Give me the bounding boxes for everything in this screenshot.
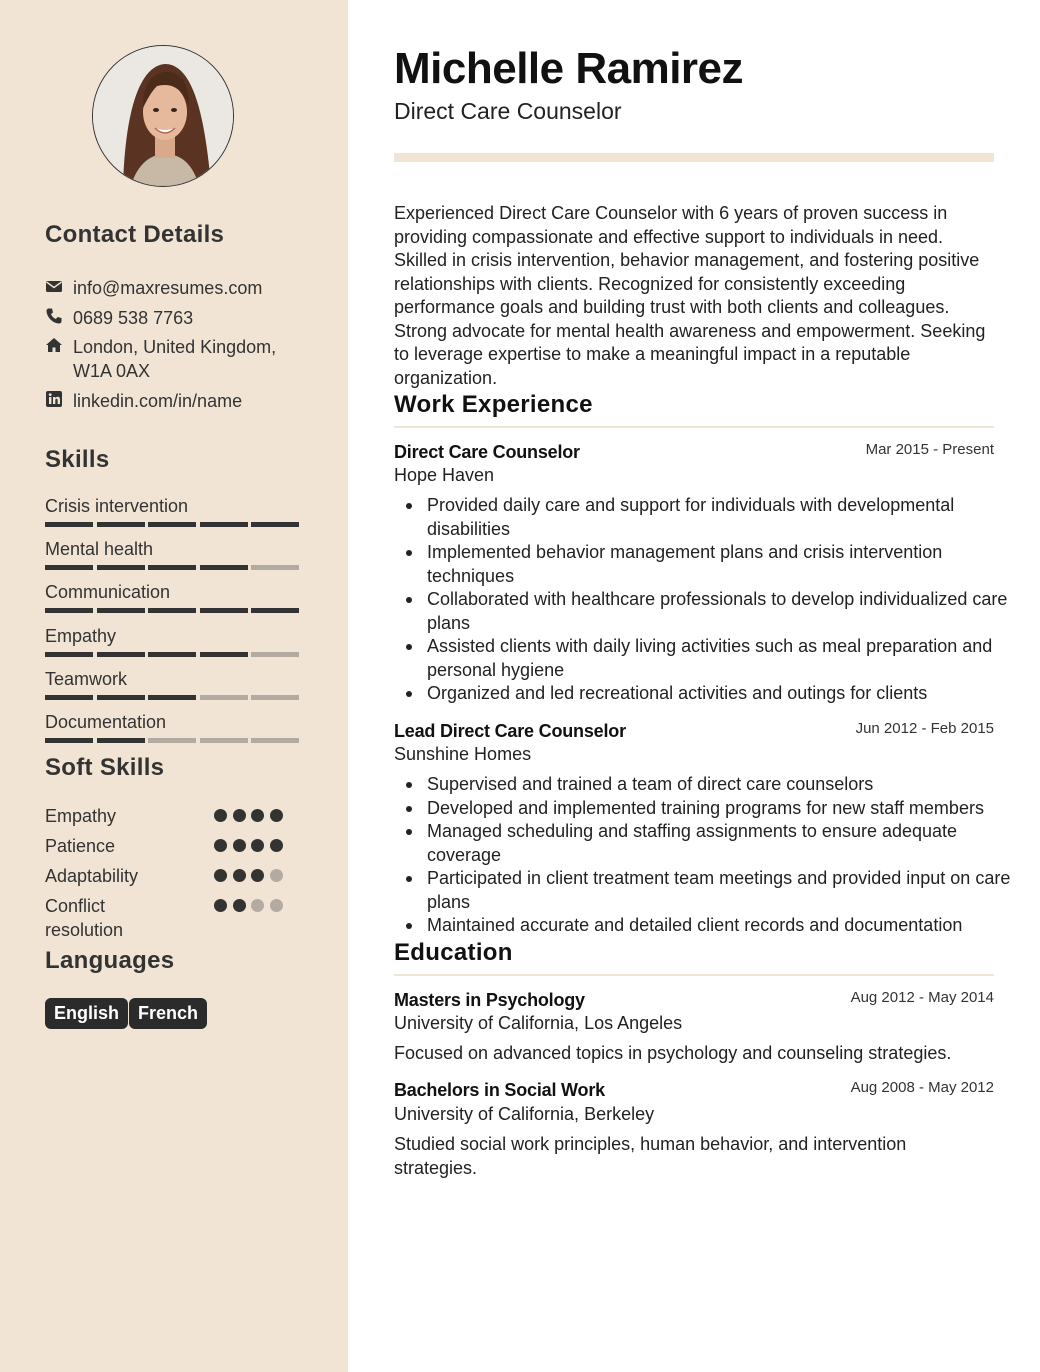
level-dot-filled bbox=[214, 839, 227, 852]
skill-bar-empty bbox=[251, 695, 299, 700]
skill-row bbox=[45, 668, 305, 690]
level-dot-filled bbox=[251, 839, 264, 852]
skill-bar-filled bbox=[45, 565, 93, 570]
skill-bar-filled bbox=[200, 652, 248, 657]
contact-address bbox=[45, 335, 325, 385]
job-1-role: Direct Care Counselor bbox=[394, 442, 580, 462]
soft-skill-label: Conflict resolution bbox=[45, 896, 124, 940]
level-dot-filled bbox=[214, 869, 227, 882]
list-item: Managed scheduling and staffing assignments to ensure adequate coverage bbox=[427, 820, 1027, 867]
edu-2-dates: Aug 2008 - May 2012 bbox=[850, 1079, 994, 1096]
skill-level-bars bbox=[45, 522, 305, 528]
profile-photo bbox=[92, 45, 234, 187]
skill-level-bars bbox=[45, 608, 305, 614]
level-dot-filled bbox=[270, 809, 283, 822]
skill-bar-filled bbox=[97, 565, 145, 570]
skill-label: Empathy bbox=[45, 625, 117, 646]
skill-bar-filled bbox=[148, 522, 196, 527]
skill-level-bars bbox=[45, 565, 305, 571]
skill-row bbox=[45, 495, 305, 517]
skill-level-bars bbox=[45, 652, 305, 658]
skill-label: Documentation bbox=[45, 712, 167, 732]
skill-bar-empty bbox=[251, 565, 299, 570]
soft-skill-row bbox=[45, 834, 305, 858]
level-dot-filled bbox=[233, 839, 246, 852]
skill-bar-filled bbox=[45, 738, 93, 743]
level-dot-filled bbox=[233, 809, 246, 822]
edu-2-school: University of California, Berkeley bbox=[394, 1104, 655, 1124]
soft-skill-label: Empathy bbox=[45, 806, 117, 826]
envelope-icon bbox=[45, 277, 63, 295]
job-1-dates: Mar 2015 - Present bbox=[865, 441, 994, 458]
list-item: Participated in client treatment team meetings and provided input on care plans bbox=[427, 867, 1027, 914]
soft-skill-label: Adaptability bbox=[45, 866, 139, 886]
edu-1-dates: Aug 2012 - May 2014 bbox=[850, 989, 994, 1006]
list-item: Collaborated with healthcare professionals to develop individualized care plans bbox=[427, 588, 1027, 635]
edu-1-degree: Masters in Psychology bbox=[394, 990, 585, 1010]
soft-skills-heading: Soft Skills bbox=[45, 754, 165, 781]
language-badge-english: English bbox=[45, 998, 128, 1029]
linkedin-text: linkedin.com/in/name bbox=[73, 391, 243, 411]
level-dot-filled bbox=[214, 809, 227, 822]
languages-heading: Languages bbox=[45, 947, 175, 974]
list-item: Provided daily care and support for individuals with developmental disabilities bbox=[427, 494, 1027, 541]
skill-bar-filled bbox=[97, 652, 145, 657]
education-heading: Education bbox=[394, 939, 513, 966]
skill-bar-filled bbox=[148, 608, 196, 613]
job-1-bullets bbox=[394, 494, 1027, 706]
title-divider bbox=[394, 153, 994, 162]
level-dot-filled bbox=[251, 809, 264, 822]
list-item: Maintained accurate and detailed client records and documentation bbox=[427, 914, 1027, 938]
skill-bar-filled bbox=[148, 652, 196, 657]
soft-skill-row bbox=[45, 864, 305, 888]
level-dot-empty bbox=[251, 899, 264, 912]
job-2-dates: Jun 2012 - Feb 2015 bbox=[855, 720, 994, 737]
list-item: Supervised and trained a team of direct care counselors bbox=[427, 773, 1027, 797]
skills-heading: Skills bbox=[45, 446, 110, 473]
skill-bar-filled bbox=[45, 608, 93, 613]
skill-bar-filled bbox=[97, 695, 145, 700]
education-divider bbox=[394, 974, 994, 976]
skill-bar-empty bbox=[200, 695, 248, 700]
skill-bar-filled bbox=[200, 608, 248, 613]
job-1-org: Hope Haven bbox=[394, 465, 495, 485]
candidate-title: Direct Care Counselor bbox=[394, 98, 622, 124]
candidate-name: Michelle Ramirez bbox=[394, 44, 744, 93]
level-dot-filled bbox=[270, 839, 283, 852]
linkedin-icon bbox=[45, 390, 63, 408]
job-2-role: Lead Direct Care Counselor bbox=[394, 721, 626, 741]
skill-row bbox=[45, 581, 305, 603]
language-badge-french: French bbox=[129, 998, 207, 1029]
phone-icon bbox=[45, 307, 63, 325]
phone-text: 0689 538 7763 bbox=[73, 308, 194, 328]
skill-bar-empty bbox=[200, 738, 248, 743]
skill-bar-filled bbox=[45, 695, 93, 700]
soft-skill-level-dots bbox=[214, 894, 294, 954]
level-dot-filled bbox=[233, 899, 246, 912]
level-dot-filled bbox=[214, 899, 227, 912]
skill-bar-filled bbox=[148, 695, 196, 700]
skill-bar-filled bbox=[45, 652, 93, 657]
skill-bar-filled bbox=[45, 522, 93, 527]
skill-row bbox=[45, 711, 305, 733]
edu-2-degree: Bachelors in Social Work bbox=[394, 1080, 605, 1100]
soft-skill-row bbox=[45, 804, 305, 828]
address-line1: London, United Kingdom, bbox=[73, 337, 277, 357]
skill-bar-empty bbox=[148, 738, 196, 743]
edu-1-desc: Focused on advanced topics in psychology and counseling strategies. bbox=[394, 1043, 952, 1063]
skill-bar-filled bbox=[97, 522, 145, 527]
skill-bar-filled bbox=[148, 565, 196, 570]
level-dot-filled bbox=[233, 869, 246, 882]
skill-bar-filled bbox=[251, 608, 299, 613]
skill-bar-empty bbox=[251, 652, 299, 657]
soft-skill-label: Patience bbox=[45, 836, 116, 856]
email-text: info@maxresumes.com bbox=[73, 278, 263, 298]
skill-level-bars bbox=[45, 695, 305, 701]
list-item: Assisted clients with daily living activities such as meal preparation and personal hygiene bbox=[427, 635, 1027, 682]
skill-label: Teamwork bbox=[45, 668, 128, 689]
skill-row bbox=[45, 538, 305, 560]
home-icon bbox=[45, 336, 63, 354]
skill-bar-filled bbox=[251, 522, 299, 527]
edu-1-school: University of California, Los Angeles bbox=[394, 1013, 683, 1033]
work-heading: Work Experience bbox=[394, 391, 593, 418]
skill-label: Mental health bbox=[45, 539, 154, 560]
edu-2-desc: Studied social work principles, human behavior, and intervention strategies. bbox=[394, 1134, 907, 1178]
soft-skill-row bbox=[45, 894, 305, 942]
skill-bar-filled bbox=[200, 565, 248, 570]
portrait-image bbox=[93, 46, 233, 186]
level-dot-empty bbox=[270, 869, 283, 882]
skill-bar-filled bbox=[200, 522, 248, 527]
skill-label: Crisis intervention bbox=[45, 496, 189, 516]
job-2-org: Sunshine Homes bbox=[394, 744, 532, 764]
contact-heading: Contact Details bbox=[45, 221, 225, 248]
skill-bar-filled bbox=[97, 608, 145, 613]
skill-row bbox=[45, 625, 305, 647]
level-dot-filled bbox=[251, 869, 264, 882]
skill-label: Communication bbox=[45, 582, 171, 603]
skill-bar-filled bbox=[97, 738, 145, 743]
skill-level-bars bbox=[45, 738, 305, 744]
level-dot-empty bbox=[270, 899, 283, 912]
job-2-bullets bbox=[394, 773, 1027, 938]
list-item: Developed and implemented training programs for new staff members bbox=[427, 797, 1027, 821]
list-item: Organized and led recreational activities and outings for clients bbox=[427, 682, 1027, 706]
list-item: Implemented behavior management plans and crisis intervention techniques bbox=[427, 541, 1027, 588]
skill-bar-empty bbox=[251, 738, 299, 743]
summary-paragraph: Experienced Direct Care Counselor with 6 years of proven success in providing compassionate and effective support to individuals in need. Skilled in crisis intervention, behavior management, and fostering positive relationships with clients. Recognized for consistently exceeding performance goals and building trust with both clients and colleagues. Strong advocate for mental health awareness and empowerment. Seeking to leverage expertise to make a meaningful impact in a reputable organization. bbox=[394, 203, 986, 388]
work-divider bbox=[394, 426, 994, 428]
address-line2: W1A 0AX bbox=[73, 361, 151, 381]
